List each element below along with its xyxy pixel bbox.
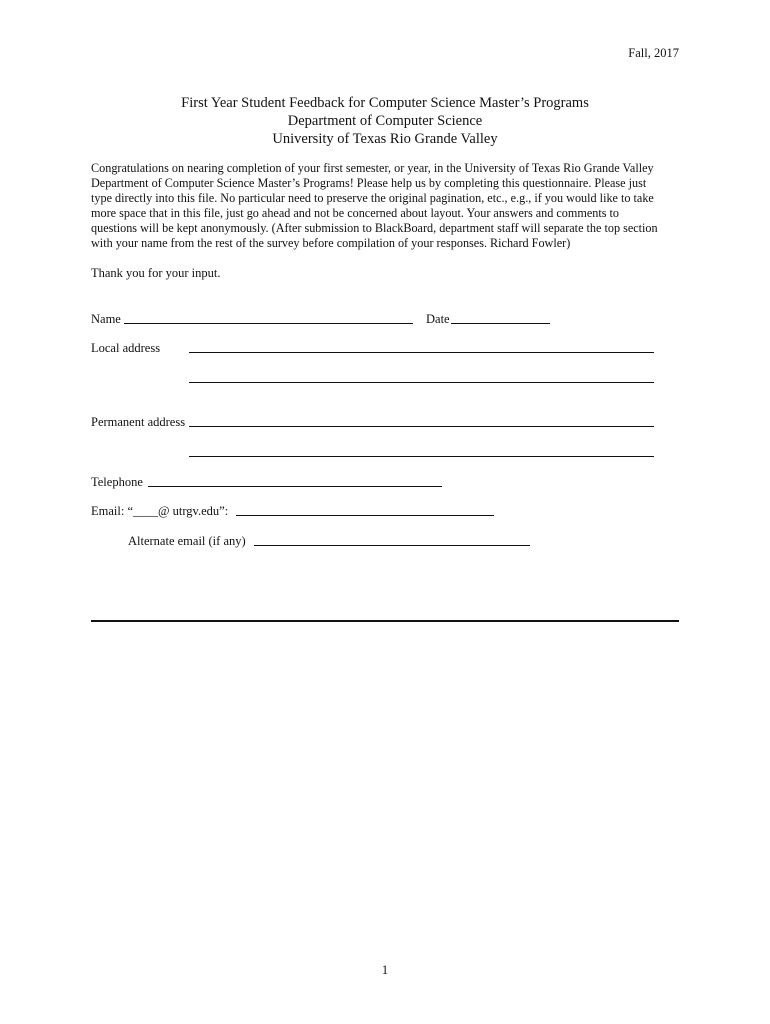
- title-line-3: University of Texas Rio Grande Valley: [272, 131, 498, 147]
- document-title: [0, 94, 770, 148]
- title-line-2: Department of Computer Science: [287, 113, 483, 129]
- local-address-field-line-1[interactable]: [189, 352, 654, 353]
- email-field[interactable]: [236, 515, 494, 516]
- local-address-label: Local address: [91, 341, 161, 355]
- term-header: Fall, 2017: [628, 46, 679, 60]
- intro-paragraph: [91, 161, 691, 251]
- date-field[interactable]: [451, 323, 550, 324]
- permanent-address-label: Permanent address: [91, 415, 186, 429]
- intro-line: questions will be kept anonymously. (After submission to BlackBoard, department staff will separate the top section: [91, 221, 658, 235]
- name-label: Name: [91, 312, 121, 326]
- permanent-address-field-line-2[interactable]: [189, 456, 654, 457]
- intro-line: Department of Computer Science Master’s Programs! Please help us by completing this questionnaire. Please just: [91, 176, 647, 190]
- thank-you-note: Thank you for your input.: [91, 266, 221, 280]
- telephone-label: Telephone: [91, 475, 143, 489]
- name-field[interactable]: [124, 323, 413, 324]
- date-label: Date: [426, 312, 450, 326]
- page-number: 1: [381, 963, 389, 977]
- permanent-address-field-line-1[interactable]: [189, 426, 654, 427]
- intro-line: type directly into this file. No particular need to preserve the original pagination, etc., e.g., if you would like to take: [91, 191, 654, 205]
- intro-line: with your name from the rest of the survey before compilation of your responses. Richard Fowler): [91, 236, 571, 250]
- local-address-field-line-2[interactable]: [189, 382, 654, 383]
- telephone-field[interactable]: [148, 486, 442, 487]
- email-label: Email: “____@ utrgv.edu”:: [91, 504, 229, 518]
- intro-line: more space that in this file, just go ahead and not be concerned about layout. Your answers and comments to: [91, 206, 619, 220]
- intro-line: Congratulations on nearing completion of your first semester, or year, in the University of Texas Rio Grande Valley: [91, 161, 654, 175]
- title-line-1: First Year Student Feedback for Computer Science Master’s Programs: [181, 95, 589, 111]
- alternate-email-field[interactable]: [254, 545, 530, 546]
- section-divider: [91, 620, 679, 622]
- alternate-email-label: Alternate email (if any): [128, 534, 246, 548]
